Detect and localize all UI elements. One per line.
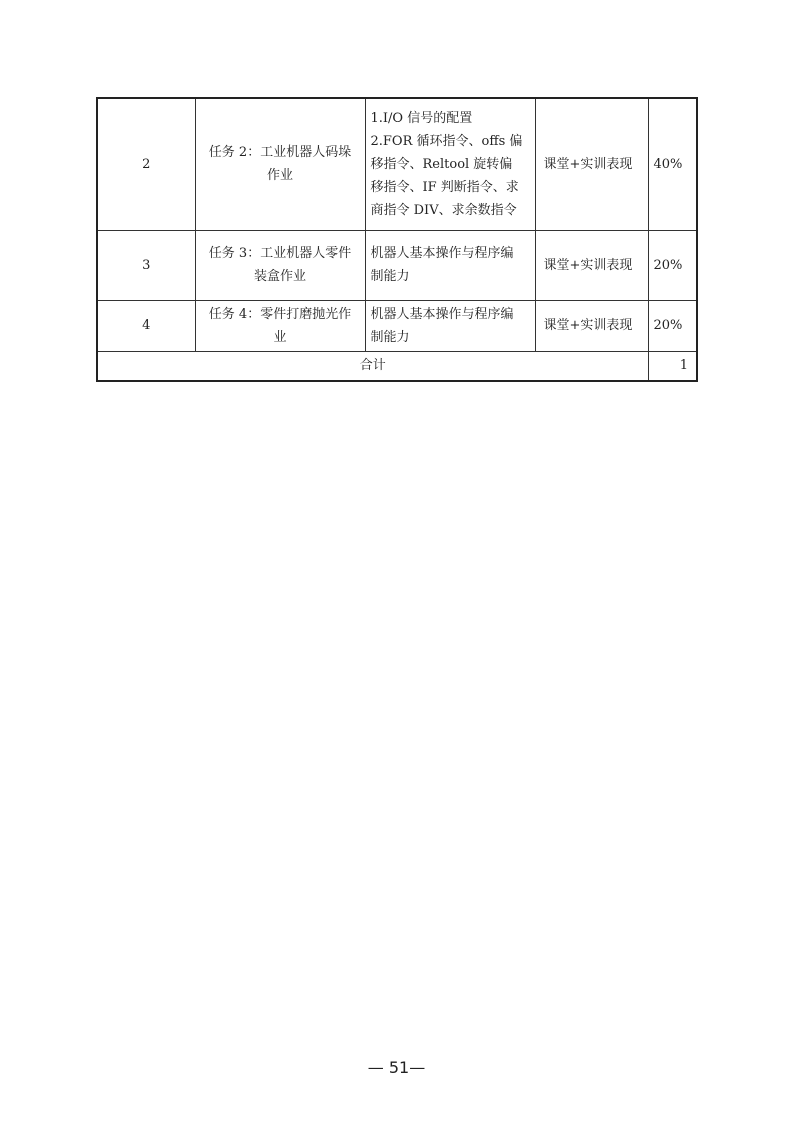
total-row xyxy=(97,351,697,381)
row-number: 2 xyxy=(97,98,195,230)
table-row xyxy=(97,300,697,351)
total-label: 合计 xyxy=(97,351,648,381)
table-row xyxy=(97,98,697,230)
task-name: 任务 2：工业机器人码垛 作业 xyxy=(195,98,365,230)
assessment-method: 课堂+实训表现 xyxy=(535,98,648,230)
assessment-content: 1.I/O 信号的配置 2.FOR 循环指令、offs 偏 移指令、Reltool 旋转偏 移指令、IF 判断指令、求 商指令 DIV、求余数指令 xyxy=(365,98,535,230)
assessment-table xyxy=(96,97,698,382)
assessment-content: 机器人基本操作与程序编 制能力 xyxy=(365,230,535,300)
weight: 40% xyxy=(648,98,697,230)
assessment-content: 机器人基本操作与程序编 制能力 xyxy=(365,300,535,351)
row-number: 4 xyxy=(97,300,195,351)
weight: 20% xyxy=(648,230,697,300)
page-number: — 51— xyxy=(367,1058,426,1077)
task-name: 任务 4：零件打磨抛光作 业 xyxy=(195,300,365,351)
table-row xyxy=(97,230,697,300)
assessment-method: 课堂+实训表现 xyxy=(535,300,648,351)
assessment-method: 课堂+实训表现 xyxy=(535,230,648,300)
task-name: 任务 3：工业机器人零件 装盒作业 xyxy=(195,230,365,300)
total-value: 1 xyxy=(648,351,697,381)
row-number: 3 xyxy=(97,230,195,300)
weight: 20% xyxy=(648,300,697,351)
